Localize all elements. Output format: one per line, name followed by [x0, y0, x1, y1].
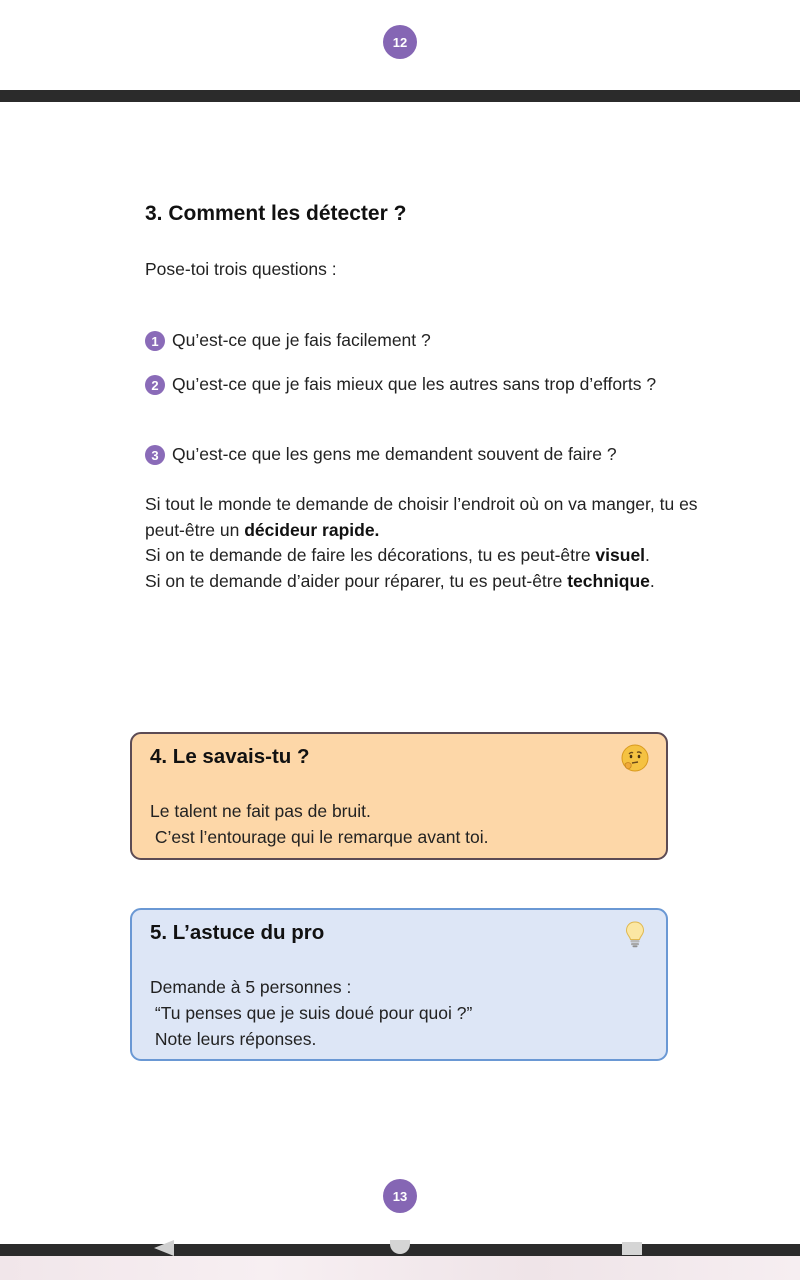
- example-1-keyword: décideur rapide.: [244, 519, 380, 540]
- back-icon[interactable]: [154, 1240, 174, 1256]
- question-text-2: Qu’est-ce que je fais mieux que les autres sans trop d’efforts ?: [172, 374, 657, 394]
- page-number-top: 12: [392, 34, 408, 50]
- page-number-bottom: 13: [392, 1188, 408, 1204]
- did-you-know-line-2: C’est l’entourage qui le remarque avant toi.: [150, 827, 489, 847]
- pro-tip-body: [150, 974, 630, 1052]
- example-3-keyword: technique: [567, 570, 650, 591]
- section-intro: Pose-toi trois questions :: [145, 259, 337, 279]
- question-item-3: [145, 442, 715, 467]
- example-1-text: Si tout le monde te demande de choisir l’endroit où on va manger, tu es peut-être un: [145, 494, 698, 540]
- example-2-keyword: visuel: [595, 545, 646, 566]
- question-text-3: Qu’est-ce que les gens me demandent souvent de faire ?: [172, 444, 617, 464]
- section-title: 3. Comment les détecter ?: [145, 202, 407, 225]
- did-you-know-title: 4. Le savais-tu ?: [150, 745, 310, 768]
- question-text-1: Qu’est-ce que je fais facilement ?: [172, 330, 431, 350]
- recent-apps-icon[interactable]: [622, 1242, 642, 1255]
- lightbulb-icon: [620, 919, 650, 949]
- did-you-know-card: [130, 732, 668, 860]
- pro-tip-title: 5. L’astuce du pro: [150, 921, 325, 944]
- thinking-face-icon: [620, 743, 650, 773]
- page-number-badge-top: [383, 25, 417, 59]
- number-2-icon: 2: [145, 375, 165, 395]
- question-item-1: [145, 328, 715, 353]
- did-you-know-line-1: Le talent ne fait pas de bruit.: [150, 801, 371, 821]
- example-2-text: Si on te demande de faire les décorations, tu es peut-être: [145, 545, 596, 566]
- number-3-icon: 3: [145, 445, 165, 465]
- pro-tip-line-2: “Tu penses que je suis doué pour quoi ?”: [150, 1003, 473, 1023]
- page-number-badge-bottom: [383, 1179, 417, 1213]
- system-navigation-bar: [0, 1256, 800, 1280]
- number-1-icon: 1: [145, 331, 165, 351]
- page-divider-top: [0, 90, 800, 102]
- pro-tip-card: [130, 908, 668, 1061]
- pro-tip-line-1: Demande à 5 personnes :: [150, 977, 352, 997]
- example-3-text: Si on te demande d’aider pour réparer, tu es peut-être: [145, 570, 568, 591]
- examples-paragraph: [145, 492, 705, 594]
- example-2-end: .: [645, 545, 650, 566]
- did-you-know-body: [150, 798, 630, 850]
- pro-tip-line-3: Note leurs réponses.: [150, 1029, 317, 1049]
- question-item-2: [145, 372, 715, 397]
- example-3-end: .: [649, 570, 655, 591]
